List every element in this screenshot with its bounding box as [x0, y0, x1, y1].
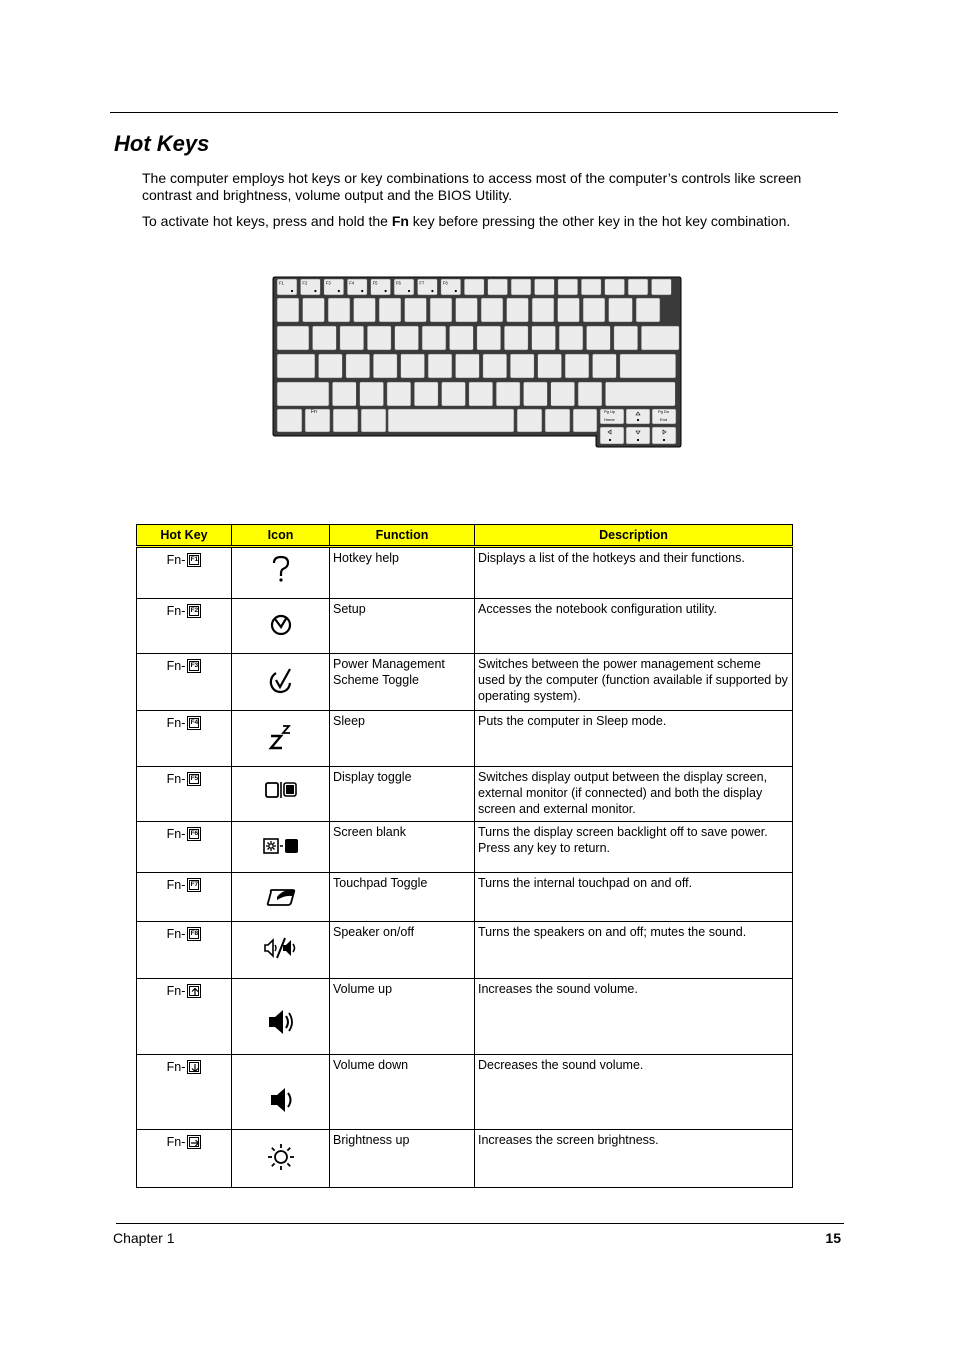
description-cell: Turns the speakers on and off; mutes the sound.: [475, 922, 793, 979]
keyboard-key: [620, 354, 676, 378]
footer-page-number: 15: [825, 1230, 841, 1246]
keyboard-key: [277, 409, 302, 432]
description-cell: Increases the sound volume.: [475, 979, 793, 1055]
volume-glyph-icon: [637, 419, 639, 421]
icon-cell: [232, 654, 330, 711]
keyboard-key: [387, 382, 411, 406]
hotkey-cell: [137, 599, 232, 654]
description-cell: Decreases the sound volume.: [475, 1055, 793, 1130]
function-key-label: F2: [302, 280, 308, 286]
function-cell: Power Management Scheme Toggle: [330, 654, 475, 711]
arrow-right-keycap-icon: [187, 1135, 201, 1149]
icon-cell: [232, 979, 330, 1055]
space-key: [388, 409, 514, 432]
function-key-glyph-icon: [385, 290, 387, 292]
keyboard-key: [496, 382, 520, 406]
volume-up-icon: [232, 1007, 329, 1041]
table-row: [137, 767, 793, 822]
icon-cell: [232, 1130, 330, 1188]
keyboard-key: [469, 382, 493, 406]
hotkey-cell: [137, 873, 232, 922]
keyboard-key: [277, 298, 299, 322]
hotkey-cell: [137, 1055, 232, 1130]
table-row: [137, 922, 793, 979]
keyboard-key: [360, 382, 384, 406]
function-cell: Hotkey help: [330, 547, 475, 599]
icon-cell: [232, 711, 330, 767]
arrow-left-key: [600, 427, 624, 444]
function-key-glyph-icon: [314, 290, 316, 292]
keyboard-key: [455, 354, 479, 378]
keyboard-key: [559, 326, 583, 350]
keyboard-key: [538, 354, 562, 378]
description-cell: Puts the computer in Sleep mode.: [475, 711, 793, 767]
hotkey-cell: [137, 922, 232, 979]
fn-prefix: Fn-: [166, 659, 186, 673]
icon-cell: [232, 922, 330, 979]
function-key-glyph-icon: [455, 290, 457, 292]
keyboard-key: [312, 326, 336, 350]
setup-icon: [232, 611, 329, 641]
intro-paragraph: The computer employs hot keys or key combinations to access most of the computer’s controls like screen contrast and brightness, volume output and the BIOS Utility.: [142, 170, 802, 203]
keyboard-key: [456, 298, 478, 322]
keyboard-key: [449, 326, 473, 350]
f8-keycap-icon: F8: [187, 927, 201, 941]
activation-paragraph: [142, 213, 842, 230]
arrow-down-key: [626, 427, 650, 444]
table-row: [137, 1055, 793, 1130]
pgup-key-label: Pg Up: [604, 409, 616, 414]
keyboard-key: [346, 354, 370, 378]
icon-cell: [232, 599, 330, 654]
description-cell: Turns the internal touchpad on and off.: [475, 873, 793, 922]
function-cell: Sleep: [330, 711, 475, 767]
top-rule: [110, 112, 838, 113]
keyboard-key: [605, 279, 625, 295]
f2-keycap-icon: F2: [187, 604, 201, 618]
end-key-label: End: [660, 417, 668, 422]
keyboard-key: [318, 354, 342, 378]
description-cell: Displays a list of the hotkeys and their functions.: [475, 547, 793, 599]
volume-down-glyph-icon: [637, 439, 639, 441]
hotkey-cell: [137, 767, 232, 822]
icon-cell: [232, 1055, 330, 1130]
keyboard-key: [395, 326, 419, 350]
keyboard-key: [414, 382, 438, 406]
icon-cell: [232, 873, 330, 922]
hotkey-cell: [137, 979, 232, 1055]
keyboard-key: [605, 382, 675, 406]
table-row: [137, 654, 793, 711]
table-header-row: [137, 525, 793, 547]
keyboard-key: [628, 279, 648, 295]
arrow-up-keycap-icon: [187, 984, 201, 998]
function-key-label: F5: [372, 280, 378, 286]
keyboard-key: [430, 298, 452, 322]
keyboard-key: [581, 279, 601, 295]
arrow-down-keycap-icon: [187, 1060, 201, 1074]
function-key-glyph-icon: [408, 290, 410, 292]
keyboard-key: [477, 326, 501, 350]
keyboard-key: [573, 409, 597, 432]
keyboard-key: [379, 298, 401, 322]
keyboard-key: [373, 354, 397, 378]
power-scheme-icon: [232, 667, 329, 699]
keyboard-key: [517, 409, 542, 432]
keyboard-key: [583, 298, 605, 322]
function-key-label: F8: [442, 280, 448, 286]
keyboard-key: [510, 354, 534, 378]
table-row: [137, 873, 793, 922]
function-cell: Volume down: [330, 1055, 475, 1130]
keyboard-key: [523, 382, 547, 406]
function-key-label: F3: [325, 280, 331, 286]
header-description: Description: [475, 525, 793, 547]
icon-cell: [232, 547, 330, 599]
function-key-glyph-icon: [338, 290, 340, 292]
keyboard-key: [422, 326, 446, 350]
fn-key-label: Fn: [311, 409, 317, 415]
keyboard-key: [551, 382, 575, 406]
fn-prefix: Fn-: [166, 772, 186, 786]
hotkey-cell: [137, 547, 232, 599]
keyboard-key: [401, 354, 425, 378]
fn-prefix: Fn-: [166, 1060, 186, 1074]
icon-cell: [232, 767, 330, 822]
brightness-up-icon: [232, 1142, 329, 1176]
keyboard-key: [532, 298, 554, 322]
question-mark-icon: [232, 554, 329, 588]
keyboard-key: [488, 279, 508, 295]
fn-prefix: Fn-: [166, 984, 186, 998]
fn-prefix: Fn-: [166, 1135, 186, 1149]
activation-text-after: key before pressing the other key in the hot key combination.: [408, 213, 791, 229]
fn-prefix: Fn-: [166, 553, 186, 567]
keyboard-key: [565, 354, 589, 378]
header-icon: Icon: [232, 525, 330, 547]
description-cell: Accesses the notebook configuration utility.: [475, 599, 793, 654]
f4-keycap-icon: F4: [187, 716, 201, 730]
function-cell: Brightness up: [330, 1130, 475, 1188]
keyboard-key: [545, 409, 570, 432]
keyboard-key: [636, 298, 660, 322]
bottom-rule: [116, 1223, 844, 1224]
keyboard-key: [277, 382, 329, 406]
function-cell: Display toggle: [330, 767, 475, 822]
keyboard-key: [277, 326, 309, 350]
screen-blank-icon: [232, 837, 329, 859]
display-toggle-icon: [232, 781, 329, 803]
brightness-up-glyph-icon: [663, 439, 665, 441]
activation-text-before: To activate hot keys, press and hold the: [142, 213, 392, 229]
keyboard-key: [504, 326, 528, 350]
keyboard-key: [367, 326, 391, 350]
table-row: [137, 822, 793, 873]
description-cell: Switches display output between the display screen, external monitor (if connected) and both the display screen and external monitor.: [475, 767, 793, 822]
hotkey-cell: [137, 1130, 232, 1188]
fn-prefix: Fn-: [166, 604, 186, 618]
description-cell: Turns the display screen backlight off to save power. Press any key to return.: [475, 822, 793, 873]
keyboard-key: [558, 279, 578, 295]
function-cell: Volume up: [330, 979, 475, 1055]
f1-keycap-icon: F1: [187, 553, 201, 567]
keyboard-key: [592, 354, 616, 378]
keyboard-key: [354, 298, 376, 322]
hotkey-cell: [137, 711, 232, 767]
table-row: [137, 599, 793, 654]
keyboard-key: [340, 326, 364, 350]
function-cell: Speaker on/off: [330, 922, 475, 979]
volume-down-icon: [232, 1085, 329, 1119]
keyboard-key: [332, 382, 356, 406]
keyboard-key: [578, 382, 602, 406]
f3-keycap-icon: F3: [187, 659, 201, 673]
description-cell: Increases the screen brightness.: [475, 1130, 793, 1188]
function-cell: Setup: [330, 599, 475, 654]
arrow-right-key: [652, 427, 676, 444]
arrow-up-key: [626, 409, 650, 424]
keyboard-key: [442, 382, 466, 406]
hotkey-table: [136, 524, 793, 1188]
keyboard-key: [303, 298, 325, 322]
keyboard-key: [507, 298, 529, 322]
function-key-glyph-icon: [291, 290, 293, 292]
keyboard-key: [333, 409, 358, 432]
function-key-label: F7: [419, 280, 425, 286]
sleep-icon: [232, 723, 329, 755]
keyboard-key: [464, 279, 484, 295]
keyboard-key: [328, 298, 350, 322]
pgdn-key-label: Pg Dn: [658, 409, 670, 414]
function-key-glyph-icon: [431, 290, 433, 292]
footer-chapter: Chapter 1: [113, 1230, 175, 1246]
home-key-label: Home: [604, 417, 615, 422]
keyboard-key: [277, 354, 315, 378]
fn-prefix: Fn-: [166, 827, 186, 841]
table-row: [137, 711, 793, 767]
function-key-label: F4: [349, 280, 355, 286]
fn-key: [305, 409, 330, 432]
icon-cell: [232, 822, 330, 873]
keyboard-key: [534, 279, 554, 295]
table-row: [137, 1130, 793, 1188]
keyboard-key: [614, 326, 638, 350]
keyboard-key: [428, 354, 452, 378]
keyboard-key: [511, 279, 531, 295]
description-cell: Switches between the power management scheme used by the computer (function available if supported by operating system).: [475, 654, 793, 711]
fn-key-name: Fn: [391, 213, 409, 229]
table-row: [137, 547, 793, 599]
f6-keycap-icon: F6: [187, 827, 201, 841]
brightness-down-glyph-icon: [609, 439, 611, 441]
keyboard-key: [641, 326, 679, 350]
keyboard-key: [483, 354, 507, 378]
hotkey-cell: [137, 654, 232, 711]
keyboard-key: [361, 409, 386, 432]
hotkey-cell: [137, 822, 232, 873]
function-key-label: F6: [396, 280, 401, 286]
keyboard-key: [586, 326, 610, 350]
touchpad-toggle-icon: [232, 887, 329, 911]
keyboard-key: [405, 298, 427, 322]
header-function: Function: [330, 525, 475, 547]
keyboard-key: [651, 279, 671, 295]
speaker-toggle-icon: [232, 936, 329, 964]
keyboard-key: [609, 298, 633, 322]
f5-keycap-icon: F5: [187, 772, 201, 786]
page-title: Hot Keys: [114, 131, 210, 156]
keyboard-diagram: [272, 275, 684, 451]
keyboard-key: [558, 298, 580, 322]
function-cell: Touchpad Toggle: [330, 873, 475, 922]
fn-prefix: Fn-: [166, 878, 186, 892]
f7-keycap-icon: F7: [187, 878, 201, 892]
header-hot-key: Hot Key: [137, 525, 232, 547]
function-key-label: F1: [279, 280, 284, 286]
keyboard-key: [532, 326, 556, 350]
table-row: [137, 979, 793, 1055]
function-key-glyph-icon: [361, 290, 363, 292]
fn-prefix: Fn-: [166, 927, 186, 941]
fn-prefix: Fn-: [166, 716, 186, 730]
function-cell: Screen blank: [330, 822, 475, 873]
keyboard-key: [481, 298, 503, 322]
